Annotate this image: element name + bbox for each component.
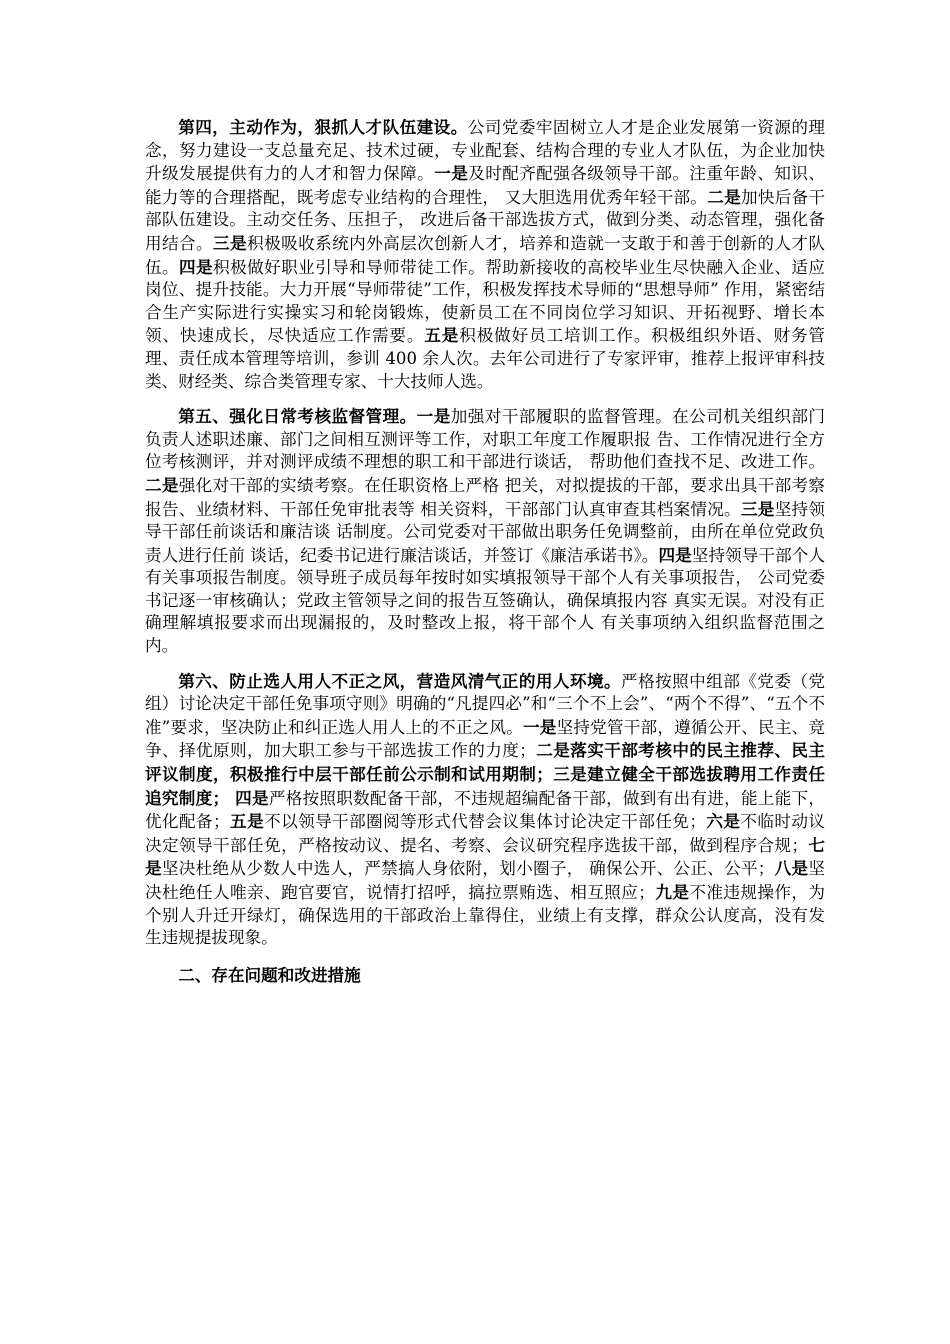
bold-text-run: 三是 <box>552 764 588 785</box>
bold-text-run: 九是 <box>654 882 690 902</box>
text-run: 加快后备干部队伍建设。主动交任务、压担子， 改进后备干部选拔方式，做到分类、动态管理，强化备用结合。 <box>145 187 826 253</box>
text-run: 不以领导干部圈阅等形式代替会议集体讨论决定干部任免； <box>264 812 706 832</box>
text-run: 坚持领导干部个人 有关事项报告制度。领导班子成员每年按时如实填报领导干部个人有关事项报告， 公司党委书记逐一审核确认；党政主管领导之间的报告互签确认，确保填报内容 真实无误。对没有正确理解填报要求而出现漏报的，及时整改上报，将干部个人 有关事项纳入组织监督范围之内。 <box>145 545 826 656</box>
text-run: 严格按照职数配备干部，不违规超编配备干部，做到有出有进，能上能下， 优化配备； <box>145 788 826 832</box>
paragraph-sixth-selection-ethics <box>145 670 825 950</box>
section-heading: 二、存在问题和改进措施 <box>178 964 361 985</box>
text-run: 不准违规操作，为个别人升迁开绿灯，确保选用的干部政治上靠得住，业绩上有支撑，群众公认度高，没有发生违规提拔现象。 <box>145 883 826 948</box>
bold-text-run: 七是 <box>145 834 826 879</box>
bold-text-run: 五是 <box>424 325 460 346</box>
text-run: 公司党委牢固树立人才是企业发展第一资源的理念，努力建设一支总量充足、技术过硬，专业配套、结构合理的专业人才队伍，为企业加快升级发展提供有力的人才和智力保障。 <box>145 118 826 184</box>
text-run: 强化对干部的实绩考察。在任职资格上严格 把关，对拟提拔的干部，要求出具干部考察报告、业绩材料、干部任免审批表等 相关资料，干部部门认真审查其档案情况。 <box>145 475 826 519</box>
paragraph-fifth-supervision <box>145 405 825 658</box>
bold-text-run: 三是 <box>740 498 775 519</box>
text-run: 不临时动议决定领导干部任免，严格按动议、提名、考察、会议研究程序选拔干部，做到程序合规； <box>145 812 826 855</box>
text-run: 坚持领导干部任前谈话和廉洁谈 话制度。公司党委对干部做出职务任免调整前，由所在单位党政负责人进行任前 谈话，纪委书记进行廉洁谈话，并签订《廉洁承诺书》。 <box>145 499 826 565</box>
bold-text-run: 第四，主动作为，狠抓人才队伍建设。 <box>178 117 468 137</box>
bold-text-run: 一是 <box>523 716 557 737</box>
bold-text-run: 四是 <box>658 544 692 565</box>
text-run: 坚决杜绝任人唯亲、跑官要官，说情打招呼，搞拉票贿选、相互照应； <box>145 859 826 902</box>
bold-text-run: 第五、强化日常考核监督管理。 <box>178 406 417 427</box>
text-run: 积极吸收系统内外高层次创新人才，培养和造就一支敢于和善于创新的人才队伍。 <box>145 233 826 277</box>
text-run: 积极做好职业引导和导师带徒工作。帮助新接收的高校毕业生尽快融入企业、适应岗位、提升技能。大力开展“导师带徒”工作，积极发挥技术导师的“思想导师” 作用，紧密结合生产实际进行实操实习和轮岗锻炼，使新员工在不同岗位学习知识、开拓视野、增长本领、快速成长，尽快适应工作需要。 <box>145 257 826 346</box>
bold-text-run: 三是 <box>213 232 248 253</box>
text-run: 加强对干部履职的监督管理。在公司机关组织部门负责人述职述廉、部门之间相互测评等工作，对职工年度工作履职报 告、工作情况进行全方位考核测评，并对测评成绩不理想的职工和干部进行谈话， 帮助他们查找不足、改进工作。 <box>145 407 826 472</box>
bold-text-run: 建立健全干部选拔聘用工作责任追究制度； <box>145 764 826 808</box>
bold-text-run: 一是 <box>416 406 451 427</box>
document-body <box>145 116 825 986</box>
bold-text-run: 二是 <box>145 474 179 495</box>
bold-text-run: 八是 <box>774 858 809 879</box>
bold-text-run: 四是 <box>179 256 214 277</box>
bold-text-run: 第六、防止选人用人不正之风，营造风清气正的用人环境。 <box>178 670 622 691</box>
text-run: 严格按照中组部《党委（党组）讨论决定干部任免事项守则》明确的“凡提四必”和“三个不上会”、“两个不得”、“五个不准”要求，坚决防止和纠正选人用人上的不正之风。 <box>145 671 826 737</box>
paragraph-fourth-talent-building <box>145 116 825 393</box>
text-run: 坚决杜绝从少数人中选人，严禁搞人身依附，划小圈子， 确保公开、公正、公平； <box>161 859 775 879</box>
bold-text-run: 六是 <box>705 811 741 832</box>
bold-text-run: 四是 <box>229 787 269 808</box>
text-run: 坚持党管干部，遵循公开、民主、竞争、择优原则，加大职工参与干部选拔工作的力度； <box>145 717 826 761</box>
text-run: 及时配齐配强各级领导干部。注重年龄、知识、能力等的合理搭配，既考虑专业结构的合理性， 又大胆选用优秀年轻干部。 <box>145 164 826 207</box>
bold-text-run: 一是 <box>434 163 469 184</box>
bold-text-run: 二是 <box>707 186 741 207</box>
bold-text-run: 五是 <box>229 811 265 832</box>
bold-text-run: 二是落实干部考核中的民主推荐、民主评议制度，积极推行中层干部任前公示制和试用期制； <box>145 740 826 785</box>
text-run: 积极做好员工培训工作。积极组织外语、财务管理、责任成本管理等培训，参训 400 余人次。去年公司进行了专家评审，推荐上报评审科技类、财经类、综合类管理专家、十大技师人选。 <box>145 326 826 391</box>
